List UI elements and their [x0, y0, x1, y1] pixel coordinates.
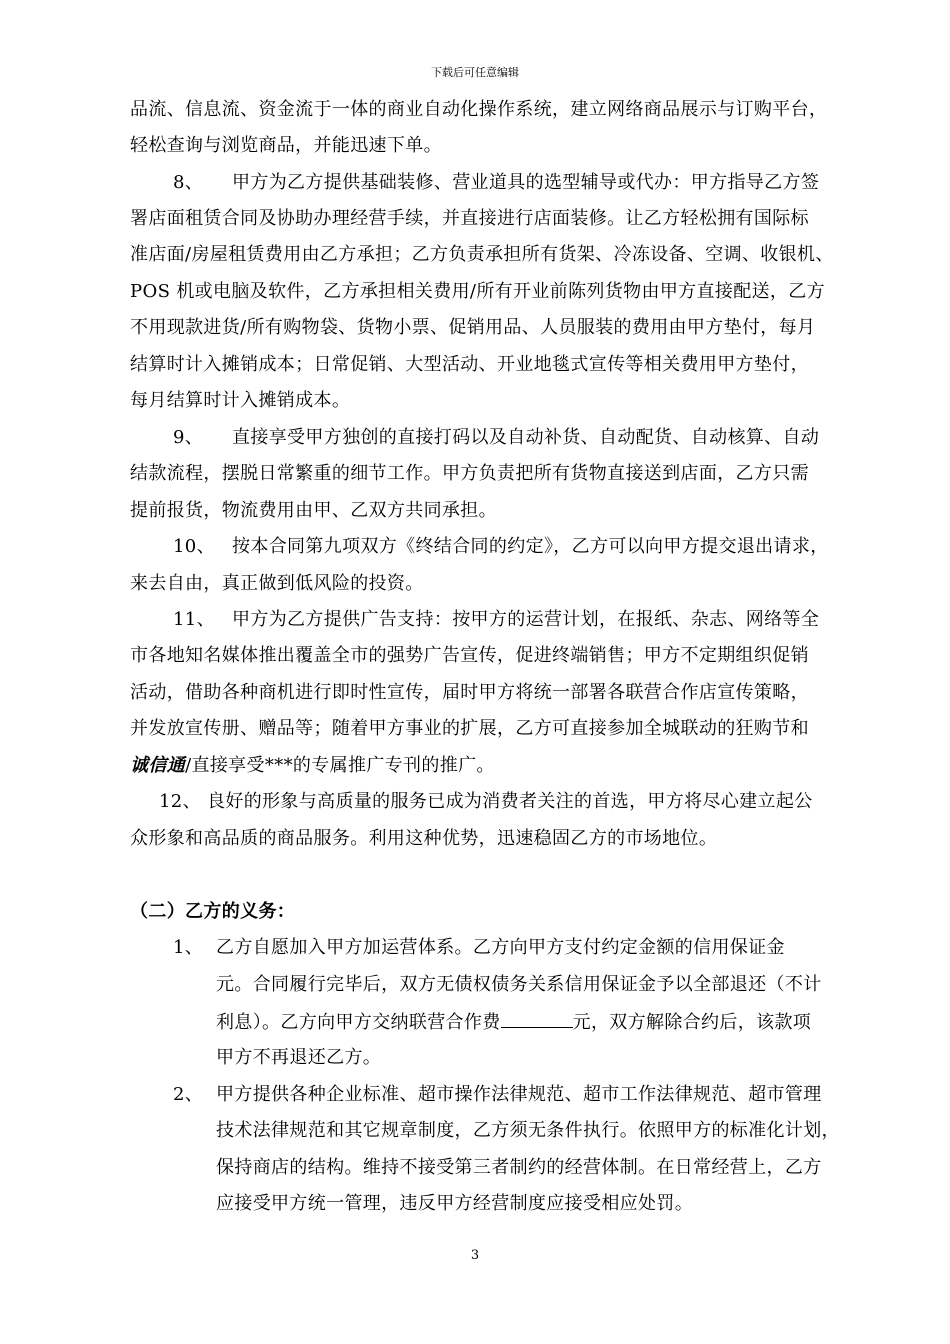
text-line: 每月结算时计入摊销成本。	[130, 390, 351, 411]
page-number: 3	[470, 1248, 480, 1263]
page-header: 下载后可任意编辑	[431, 66, 519, 79]
text-line: 甲方为乙方提供基础装修、营业道具的选型辅导或代办：甲方指导乙方签	[232, 172, 820, 193]
text-line: 提前报货，物流费用由甲、乙双方共同承担。	[130, 500, 497, 521]
text-line: 技术法律规范和其它规章制度，乙方须无条件执行。依照甲方的标准化计划，	[216, 1120, 840, 1141]
text-line: 应接受甲方统一管理，违反甲方经营制度应接受相应处罚。	[216, 1193, 694, 1214]
text-line: 市各地知名媒体推出覆盖全市的强势广告宣传，促进终端销售；甲方不定期组织促销	[130, 645, 809, 666]
text-line: 众形象和高品质的商品服务。利用这种优势，迅速稳固乙方的市场地位。	[130, 828, 718, 849]
text-line: 按本合同第九项双方《终结合同的约定》，乙方可以向甲方提交退出请求，	[232, 536, 829, 557]
item-number: 9、	[173, 427, 204, 448]
text-line: 不用现款进货/所有购物袋、货物小票、促销用品、人员服装的费用由甲方垫付，每月	[130, 317, 816, 338]
text-line	[130, 756, 495, 776]
fill-in-blank	[501, 1011, 573, 1028]
item-number: 11、	[173, 609, 215, 630]
text-line: 并发放宣传册、赠品等；随着甲方事业的扩展，乙方可直接参加全城联动的狂购节和	[130, 718, 809, 739]
text-span: 利息）。乙方向甲方交纳联营合作费	[216, 1012, 501, 1033]
text-line: 来去自由，真正做到低风险的投资。	[130, 573, 424, 594]
text-line: 准店面/房屋租赁费用由乙方承担；乙方负责承担所有货架、冷冻设备、空调、收银机、	[130, 244, 834, 265]
item-number: 1、	[173, 937, 204, 958]
text-line: 元。合同履行完毕后，双方无债权债务关系信用保证金予以全部退还（不计	[216, 974, 822, 995]
text-line: 保持商店的结构。维持不接受第三者制约的经营体制。在日常经营上，乙方	[216, 1157, 822, 1178]
text-span: /直接享受***的专属推广专刊的推广。	[185, 755, 495, 776]
text-line: 直接享受甲方独创的直接打码以及自动补货、自动配货、自动核算、自动	[232, 427, 820, 448]
text-line: 轻松查询与浏览商品，并能迅速下单。	[130, 135, 442, 156]
text-line: 甲方为乙方提供广告支持：按甲方的运营计划，在报纸、杂志、网络等全	[232, 609, 820, 630]
text-line: 结算时计入摊销成本；日常促销、大型活动、开业地毯式宣传等相关费用甲方垫付，	[130, 354, 809, 375]
text-line: 12、 良好的形象与高质量的服务已成为消费者关注的首选，甲方将尽心建立起公	[159, 791, 813, 812]
item-number: 10、	[173, 536, 215, 557]
text-line: 甲方不再退还乙方。	[216, 1047, 382, 1068]
text-line: 乙方自愿加入甲方加运营体系。乙方向甲方支付约定金额的信用保证金	[216, 937, 785, 958]
text-line: POS 机或电脑及软件，乙方承担相关费用/所有开业前陈列货物由甲方直接配送，乙方	[130, 281, 825, 302]
text-line: 甲方提供各种企业标准、超市操作法律规范、超市工作法律规范、超市管理	[216, 1084, 822, 1105]
text-line: 活动，借助各种商机进行即时性宣传，届时甲方将统一部署各联营合作店宣传策略，	[130, 682, 809, 703]
text-span: 元，双方解除合约后，该款项	[572, 1012, 812, 1033]
text-line: 品流、信息流、资金流于一体的商业自动化操作系统，建立网络商品展示与订购平台，	[130, 99, 828, 120]
section-heading: （二）乙方的义务：	[130, 901, 296, 922]
text-line: 结款流程，摆脱日常繁重的细节工作。甲方负责把所有货物直接送到店面，乙方只需	[130, 463, 809, 484]
item-number: 8、	[173, 172, 204, 193]
item-number: 2、	[173, 1084, 204, 1105]
text-line: 署店面租赁合同及协助办理经营手续，并直接进行店面装修。让乙方轻松拥有国际标	[130, 208, 809, 229]
bold-italic-term: 诚信通	[130, 755, 186, 776]
text-line	[216, 1011, 811, 1033]
